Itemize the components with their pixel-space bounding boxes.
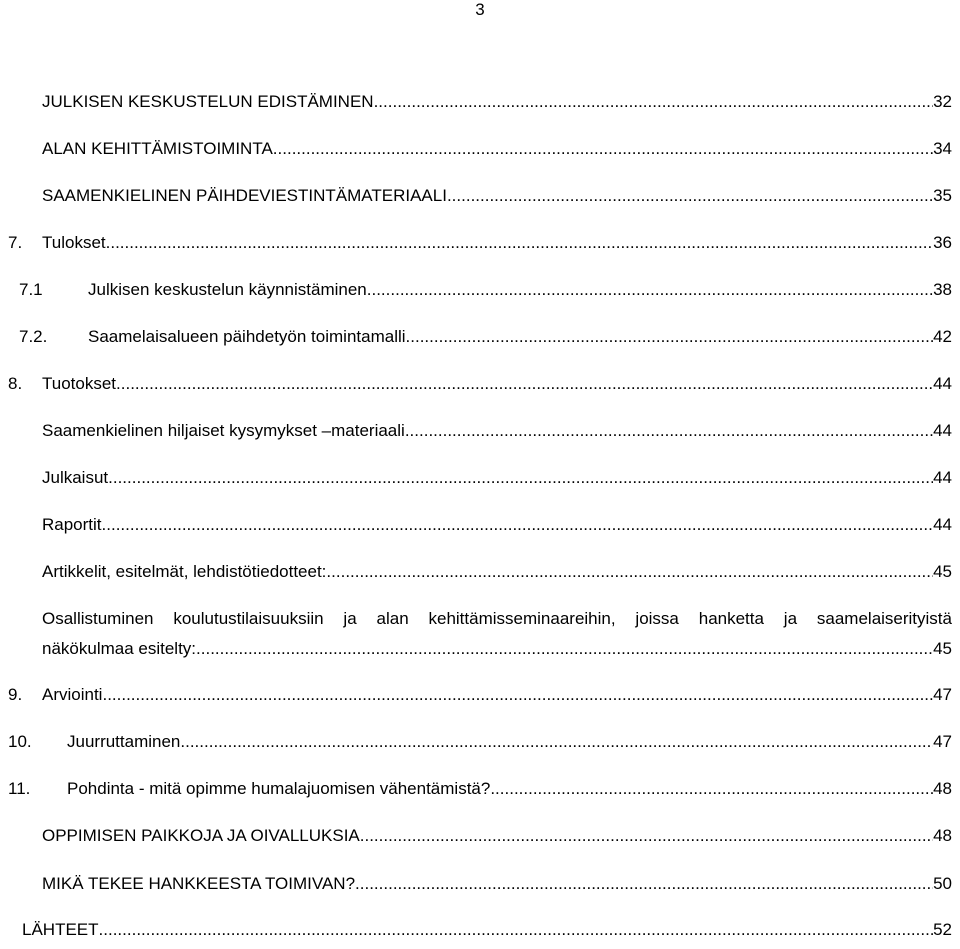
toc-leader-dots xyxy=(273,138,933,160)
toc-entry-title: SAAMENKIELINEN PÄIHDEVIESTINTÄMATERIAALI xyxy=(42,186,447,205)
page-number: 3 xyxy=(475,0,485,19)
toc-entry-title: Saamelaisalueen päihdetyön toimintamalli xyxy=(88,327,406,346)
toc-leader-dots xyxy=(326,561,933,583)
toc-entry-page: 44 xyxy=(933,468,952,487)
toc-entry-number: 7. xyxy=(8,233,23,252)
toc-entry[interactable] xyxy=(42,467,952,489)
toc-entry-page: 47 xyxy=(933,685,952,704)
toc-entry-page: 36 xyxy=(933,233,952,252)
toc-entry-page: 44 xyxy=(933,421,952,440)
toc-entry[interactable] xyxy=(42,185,952,207)
toc-leader-dots xyxy=(405,420,933,442)
toc-leader-dots xyxy=(374,91,934,113)
toc-entry[interactable] xyxy=(42,138,952,160)
toc-entry-title: OPPIMISEN PAIKKOJA JA OIVALLUKSIA xyxy=(42,826,360,845)
toc-entry-title: Julkaisut xyxy=(42,468,109,487)
toc-entry-title-line1: Osallistuminen koulutustilaisuuksiin ja alan kehittämisseminaareihin, joissa hanketta ja saamelaiserityistä xyxy=(42,609,952,628)
toc-entry[interactable] xyxy=(8,373,952,395)
toc-entry-page: 52 xyxy=(933,920,952,939)
toc-leader-dots xyxy=(360,825,933,847)
toc-entry-number: 8. xyxy=(8,374,23,393)
toc-entry[interactable] xyxy=(42,91,952,113)
toc-entry[interactable] xyxy=(42,561,952,583)
toc-entry-title: Tulokset xyxy=(42,233,106,252)
toc-leader-dots xyxy=(180,731,933,753)
toc-entry-title: Saamenkielinen hiljaiset kysymykset –materiaali xyxy=(42,421,405,440)
toc-entry-page: 32 xyxy=(933,92,952,111)
toc-entry-page: 45 xyxy=(933,562,952,581)
toc-leader-dots xyxy=(367,279,933,301)
toc-entry[interactable] xyxy=(42,638,952,660)
toc-leader-dots xyxy=(406,326,934,348)
toc-entry-number: 11. xyxy=(8,779,31,798)
toc-entry-title: Julkisen keskustelun käynnistäminen xyxy=(88,280,367,299)
toc-entry[interactable] xyxy=(8,778,952,800)
toc-entry[interactable] xyxy=(8,731,952,753)
toc-leader-dots xyxy=(108,467,933,489)
toc-entry-title: JULKISEN KESKUSTELUN EDISTÄMINEN xyxy=(42,92,374,111)
toc-entry-title: Arviointi xyxy=(42,685,103,704)
toc-entry-page: 44 xyxy=(933,374,952,393)
toc-entry[interactable] xyxy=(22,919,952,941)
toc-entry-page: 48 xyxy=(933,826,952,845)
toc-leader-dots xyxy=(116,373,933,395)
toc-entry[interactable] xyxy=(42,420,952,442)
toc-leader-dots xyxy=(196,638,933,660)
toc-entry-page: 48 xyxy=(933,779,952,798)
toc-leader-dots xyxy=(102,514,934,536)
toc-entry-page: 47 xyxy=(933,732,952,751)
toc-entry-title: Artikkelit, esitelmät, lehdistötiedotteet: xyxy=(42,562,327,581)
toc-entry-page: 50 xyxy=(933,874,952,893)
toc-entry[interactable] xyxy=(42,873,952,895)
toc-entry[interactable] xyxy=(42,514,952,536)
toc-entry-title: Raportit xyxy=(42,515,102,534)
toc-entry-number: 9. xyxy=(8,685,23,704)
toc-entry-page: 34 xyxy=(933,139,952,158)
toc-entry-title: Juurruttaminen xyxy=(67,732,181,751)
toc-leader-dots xyxy=(447,185,933,207)
toc-entry-number: 7.1 xyxy=(19,280,43,299)
toc-entry-page: 35 xyxy=(933,186,952,205)
toc-entry[interactable] xyxy=(8,684,952,706)
toc-leader-dots xyxy=(99,919,934,941)
toc-entry[interactable] xyxy=(42,825,952,847)
toc-entry[interactable] xyxy=(19,326,952,348)
toc-leader-dots xyxy=(102,684,933,706)
toc-entry-title: näkökulmaa esitelty: xyxy=(42,639,197,658)
toc-entry-title: LÄHTEET xyxy=(22,920,99,939)
toc-entry-number: 7.2. xyxy=(19,327,48,346)
toc-entry[interactable] xyxy=(8,232,952,254)
toc-entry[interactable] xyxy=(19,279,952,301)
toc-leader-dots xyxy=(490,778,933,800)
toc-entry-number: 10. xyxy=(8,732,32,751)
toc-entry-page: 45 xyxy=(933,639,952,658)
toc-entry-title: MIKÄ TEKEE HANKKEESTA TOIMIVAN? xyxy=(42,874,356,893)
toc-entry-page: 42 xyxy=(933,327,952,346)
toc-leader-dots xyxy=(106,232,933,254)
toc-entry-title: Tuotokset xyxy=(42,374,117,393)
toc-entry-title: Pohdinta - mitä opimme humalajuomisen vähentämistä? xyxy=(67,779,491,798)
toc-entry-title: ALAN KEHITTÄMISTOIMINTA xyxy=(42,139,273,158)
toc-entry-page: 38 xyxy=(933,280,952,299)
toc-entry-page: 44 xyxy=(933,515,952,534)
toc-leader-dots xyxy=(355,873,933,895)
